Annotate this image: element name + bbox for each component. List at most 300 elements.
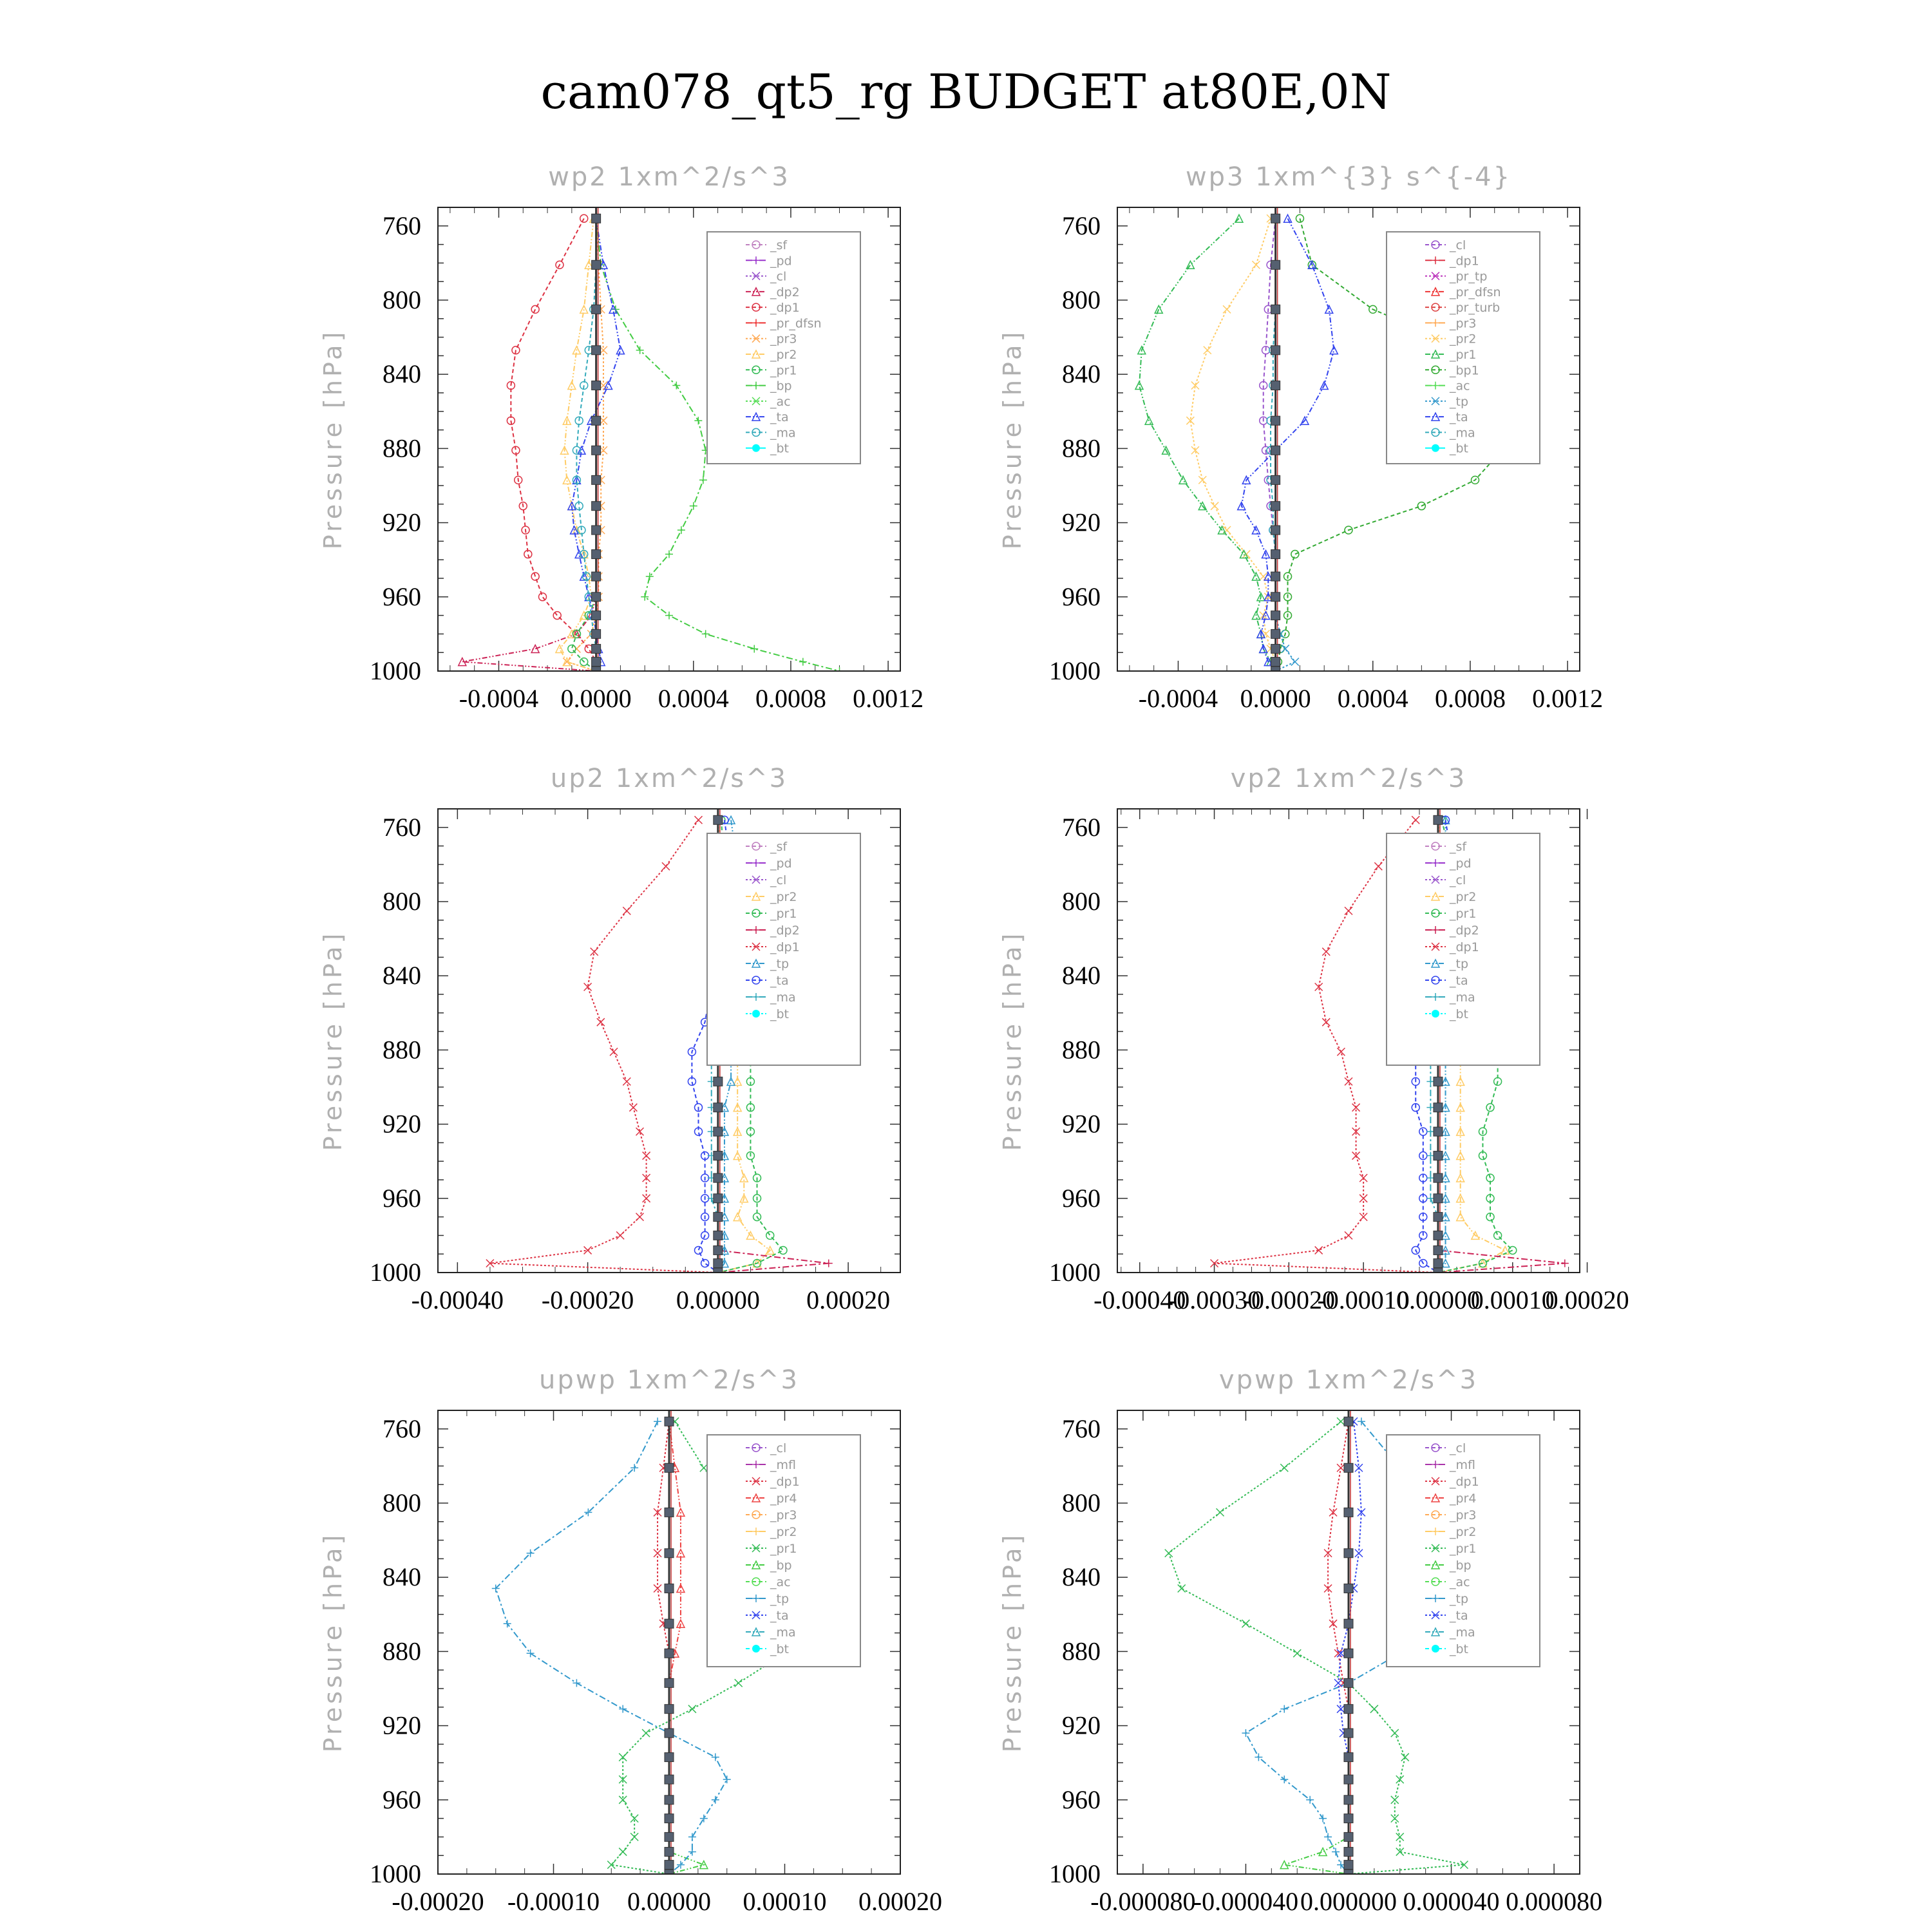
legend — [707, 232, 860, 464]
x-tick-label: 0.000080 — [1506, 1887, 1603, 1916]
data-point — [766, 1231, 774, 1239]
series-line-cl — [1264, 218, 1276, 671]
y-tick-label: 840 — [1062, 961, 1101, 990]
balance-marker — [1434, 1245, 1443, 1255]
balance-marker — [714, 815, 723, 824]
balance-marker — [714, 1259, 723, 1268]
y-tick-label: 920 — [1062, 1710, 1101, 1740]
data-point — [688, 1848, 696, 1855]
legend-label: _cl — [1450, 238, 1466, 252]
balance-marker — [592, 526, 601, 535]
balance-marker — [665, 1705, 674, 1714]
balance-marker — [1271, 526, 1280, 535]
balance-marker — [592, 611, 601, 620]
data-point — [1252, 261, 1260, 269]
data-point — [1291, 551, 1299, 558]
legend-label: _pr1 — [770, 907, 797, 921]
data-point — [701, 1260, 709, 1267]
x-tick-label: 0.00020 — [806, 1285, 891, 1314]
x-tick-label: 0.000000 — [1300, 1887, 1397, 1916]
data-point — [610, 1048, 618, 1056]
balance-marker — [665, 1753, 674, 1762]
x-tick-label: -0.0004 — [459, 684, 539, 713]
balance-marker — [1434, 1103, 1443, 1112]
y-tick-label: 1000 — [1049, 1258, 1101, 1287]
legend — [1387, 1435, 1540, 1667]
y-tick-label: 960 — [383, 582, 421, 611]
y-tick-label: 840 — [383, 1562, 421, 1592]
legend-marker — [1432, 1645, 1439, 1653]
balance-marker — [1434, 1259, 1443, 1268]
data-point — [1179, 476, 1187, 484]
data-point — [712, 1796, 719, 1804]
data-point — [636, 1213, 643, 1221]
y-tick-label: 960 — [383, 1183, 421, 1213]
balance-marker — [665, 1463, 674, 1472]
legend-label: _pr3 — [1450, 316, 1477, 331]
y-tick-label: 920 — [383, 507, 421, 537]
series-line-dp1 — [511, 218, 596, 671]
legend-label: _dp1 — [770, 1475, 800, 1489]
balance-marker — [1434, 1077, 1443, 1086]
legend-label: _ta — [770, 974, 789, 988]
balance-marker — [1271, 572, 1280, 581]
data-point — [619, 1705, 627, 1713]
data-point — [677, 526, 685, 534]
y-tick-label: 800 — [383, 285, 421, 314]
data-point — [1315, 1246, 1323, 1254]
balance-marker — [592, 214, 601, 223]
data-point — [695, 816, 703, 824]
balance-marker — [665, 1508, 674, 1517]
legend-label: _tp — [770, 1592, 790, 1606]
y-tick-label: 760 — [1062, 211, 1101, 240]
data-point — [630, 1833, 638, 1841]
balance-marker — [665, 1832, 674, 1841]
legend — [707, 833, 860, 1065]
panel-title: upwp 1xm^2/s^3 — [539, 1365, 799, 1395]
data-point — [642, 1729, 650, 1737]
balance-marker — [592, 644, 601, 653]
balance-marker — [1344, 1619, 1353, 1628]
x-tick-label: -0.00020 — [1242, 1285, 1336, 1314]
data-point — [597, 1018, 605, 1026]
series-line-dp1 — [1328, 1421, 1349, 1874]
legend-label: _pd — [770, 857, 792, 871]
legend — [1387, 232, 1540, 464]
x-tick-label: 0.0000 — [1240, 684, 1311, 713]
data-point — [700, 1815, 708, 1823]
balance-marker — [1271, 475, 1280, 484]
legend-label: _pr2 — [770, 348, 797, 362]
balance-marker — [714, 1194, 723, 1203]
balance-marker — [1344, 1463, 1353, 1472]
x-tick-label: -0.00020 — [392, 1887, 484, 1916]
legend-label: _mfl — [770, 1458, 796, 1472]
balance-marker — [1434, 1231, 1443, 1240]
balance-marker — [665, 1584, 674, 1593]
data-point — [1412, 816, 1419, 824]
balance-marker — [1344, 1508, 1353, 1517]
balance-marker — [592, 572, 601, 581]
legend-label: _ma — [1450, 426, 1475, 440]
y-tick-label: 800 — [383, 887, 421, 916]
data-point — [1337, 1417, 1345, 1425]
balance-marker — [1271, 346, 1280, 355]
balance-marker — [1344, 1678, 1353, 1687]
data-point — [799, 658, 807, 666]
balance-marker — [714, 1077, 723, 1086]
data-point — [702, 630, 710, 638]
legend-label: _pd — [770, 254, 792, 269]
balance-marker — [665, 1417, 674, 1426]
legend-label: _ac — [1450, 1575, 1470, 1589]
balance-marker — [1434, 1151, 1443, 1160]
data-point — [1401, 1754, 1409, 1761]
series-line-pr1 — [572, 218, 596, 671]
data-point — [623, 1077, 630, 1085]
data-point — [779, 1246, 787, 1254]
panel-5 — [319, 1365, 942, 1916]
series-line-ta — [1338, 1421, 1361, 1874]
y-tick-label: 800 — [1062, 285, 1101, 314]
balance-marker — [1271, 214, 1280, 223]
legend-label: _ma — [770, 1625, 796, 1640]
data-point — [1345, 1231, 1352, 1239]
series-line-bp — [1284, 1421, 1349, 1874]
balance-marker — [1344, 1584, 1353, 1593]
data-point — [1291, 658, 1299, 666]
legend-label: _cl — [1450, 1441, 1466, 1455]
legend-label: _cl — [770, 269, 787, 284]
data-point — [1345, 1077, 1352, 1085]
panel-title: up2 1xm^2/s^3 — [550, 764, 788, 793]
balance-marker — [714, 1127, 723, 1136]
data-point — [1178, 1584, 1186, 1592]
legend-label: _bp — [1450, 1558, 1472, 1573]
data-point — [538, 593, 546, 601]
x-tick-label: 0.00020 — [858, 1887, 942, 1916]
legend-label: _ta — [770, 410, 789, 425]
balance-marker — [1344, 1847, 1353, 1856]
legend-marker — [752, 444, 760, 452]
y-tick-label: 1000 — [1049, 1859, 1101, 1888]
legend-label: _ac — [1450, 379, 1470, 393]
legend-label: _pr1 — [1450, 907, 1477, 921]
data-point — [1391, 1729, 1399, 1737]
balance-marker — [1344, 1775, 1353, 1784]
data-point — [654, 1549, 661, 1557]
data-point — [1198, 476, 1206, 484]
data-point — [1396, 1833, 1404, 1841]
balance-marker — [1344, 1832, 1353, 1841]
y-tick-label: 920 — [1062, 507, 1101, 537]
y-tick-label: 800 — [1062, 1488, 1101, 1517]
figure-title: cam078_qt5_rg BUDGET at80E,0N — [540, 64, 1392, 120]
x-tick-label: 0.0004 — [658, 684, 729, 713]
data-point — [735, 1679, 743, 1687]
y-tick-label: 1000 — [1049, 656, 1101, 685]
balance-marker — [1344, 1814, 1353, 1823]
x-tick-label: -0.000080 — [1090, 1887, 1196, 1916]
legend-label: _dp2 — [1450, 923, 1479, 938]
data-point — [504, 1620, 511, 1627]
legend-label: _ac — [770, 1575, 791, 1589]
balance-marker — [714, 1103, 723, 1112]
legend-label: _pr_tp — [1450, 269, 1488, 284]
panel-1 — [319, 162, 923, 713]
balance-marker — [714, 1173, 723, 1182]
x-tick-label: 0.00000 — [676, 1285, 760, 1314]
legend-label: _cl — [1450, 873, 1466, 887]
balance-marker — [1271, 629, 1280, 638]
x-tick-label: -0.00040 — [411, 1285, 504, 1314]
data-point — [1204, 346, 1211, 354]
balance-marker — [665, 1678, 674, 1687]
legend-label: _pr1 — [770, 1542, 797, 1556]
balance-marker — [665, 1861, 674, 1870]
x-tick-label: 0.00020 — [1545, 1285, 1629, 1314]
data-point — [636, 1128, 643, 1135]
balance-marker — [1271, 381, 1280, 390]
legend-label: _dp2 — [770, 923, 800, 938]
data-point — [688, 1705, 696, 1713]
data-point — [662, 862, 670, 870]
legend-label: _cl — [770, 1441, 787, 1455]
data-point — [643, 1152, 650, 1160]
legend-label: _pr1 — [770, 363, 797, 378]
y-tick-label: 840 — [383, 961, 421, 990]
balance-marker — [1344, 1705, 1353, 1714]
legend-label: _bt — [1450, 441, 1469, 456]
balance-marker — [592, 502, 601, 511]
legend-label: _sf — [770, 238, 788, 252]
balance-marker — [592, 658, 601, 667]
legend-label: _bp — [770, 379, 792, 393]
data-point — [1494, 1231, 1502, 1239]
balance-marker — [1434, 1127, 1443, 1136]
balance-marker — [1434, 1194, 1443, 1203]
data-point — [1374, 862, 1382, 870]
legend-label: _pr1 — [1450, 348, 1477, 362]
data-point — [616, 1231, 624, 1239]
data-point — [825, 1260, 833, 1267]
y-tick-label: 1000 — [370, 1859, 421, 1888]
legend-label: _ma — [770, 990, 796, 1005]
balance-marker — [1344, 1728, 1353, 1738]
balance-marker — [592, 381, 601, 390]
series-line-tp — [496, 1421, 727, 1874]
balance-marker — [665, 1649, 674, 1658]
legend-label: _tp — [1450, 957, 1469, 971]
y-tick-label: 840 — [1062, 359, 1101, 389]
x-tick-label: 0.0004 — [1337, 684, 1408, 713]
balance-marker — [665, 1795, 674, 1804]
legend-marker — [1432, 444, 1439, 452]
y-tick-label: 800 — [383, 1488, 421, 1517]
y-tick-label: 920 — [383, 1109, 421, 1139]
data-point — [1391, 1796, 1399, 1804]
legend-label: _pr3 — [770, 1508, 797, 1522]
legend-label: _ta — [770, 1609, 789, 1623]
x-tick-label: 0.0012 — [853, 684, 924, 713]
y-tick-label: 760 — [1062, 1414, 1101, 1443]
y-tick-label: 920 — [1062, 1109, 1101, 1139]
data-point — [690, 502, 697, 510]
data-point — [1293, 1649, 1301, 1657]
legend-marker — [752, 1645, 760, 1653]
balance-marker — [592, 475, 601, 484]
data-point — [568, 645, 576, 652]
legend-label: _cl — [770, 873, 787, 887]
y-tick-label: 960 — [1062, 582, 1101, 611]
legend-label: _pr1 — [1450, 1542, 1477, 1556]
legend-label: _dp1 — [1450, 1475, 1479, 1489]
data-point — [553, 612, 561, 620]
data-point — [1334, 1679, 1342, 1687]
y-tick-label: 960 — [1062, 1785, 1101, 1814]
balance-marker — [1434, 1213, 1443, 1222]
legend-marker — [752, 1010, 760, 1018]
balance-marker — [665, 1549, 674, 1558]
data-point — [1324, 1833, 1332, 1841]
x-tick-label: 0.0008 — [1434, 684, 1506, 713]
data-point — [1280, 1705, 1288, 1713]
data-point — [1370, 1705, 1378, 1713]
legend-label: _bt — [770, 1642, 790, 1656]
data-point — [654, 1417, 661, 1425]
panel-4 — [998, 764, 1629, 1314]
legend-label: _dp2 — [770, 285, 800, 299]
legend-label: _pr3 — [1450, 1508, 1477, 1522]
legend-label: _bt — [770, 1007, 790, 1021]
x-tick-label: -0.00010 — [507, 1887, 600, 1916]
legend-label: _pr2 — [1450, 890, 1477, 904]
data-point — [619, 1848, 627, 1855]
data-point — [1165, 1549, 1173, 1557]
legend-label: _dp1 — [1450, 254, 1479, 269]
data-point — [1280, 1464, 1288, 1472]
y-tick-label: 880 — [1062, 433, 1101, 463]
panel-title: wp3 1xm^{3} s^{-4} — [1185, 162, 1512, 192]
balance-marker — [1344, 1549, 1353, 1558]
balance-marker — [665, 1814, 674, 1823]
data-point — [1332, 1848, 1340, 1855]
balance-marker — [1271, 658, 1280, 667]
x-tick-label: 0.00000 — [627, 1887, 711, 1916]
data-point — [712, 1754, 719, 1761]
balance-marker — [665, 1619, 674, 1628]
data-point — [1280, 1776, 1288, 1783]
legend-label: _ac — [770, 394, 791, 409]
legend-marker — [1432, 1010, 1439, 1018]
balance-marker — [592, 346, 601, 355]
balance-marker — [1271, 260, 1280, 269]
data-point — [695, 1246, 703, 1254]
data-point — [1561, 1260, 1569, 1267]
data-point — [723, 1776, 731, 1783]
balance-marker — [665, 1728, 674, 1738]
data-point — [1337, 1048, 1345, 1056]
legend-label: _dp1 — [770, 940, 800, 954]
balance-marker — [1271, 416, 1280, 425]
balance-marker — [1271, 446, 1280, 455]
balance-marker — [1271, 592, 1280, 601]
balance-marker — [665, 1775, 674, 1784]
data-point — [1211, 502, 1218, 510]
data-point — [1345, 907, 1352, 914]
y-tick-label: 880 — [383, 433, 421, 463]
y-tick-label: 840 — [1062, 1562, 1101, 1592]
balance-marker — [1271, 550, 1280, 559]
legend-label: _pr2 — [1450, 332, 1477, 346]
balance-marker — [714, 1245, 723, 1255]
y-axis-label: Pressure [hPa] — [998, 328, 1027, 550]
panel-title: wp2 1xm^2/s^3 — [548, 162, 790, 192]
panel-title: vp2 1xm^2/s^3 — [1230, 764, 1467, 793]
x-tick-label: -0.00030 — [1168, 1285, 1261, 1314]
data-point — [1217, 1508, 1224, 1516]
balance-marker — [1271, 502, 1280, 511]
panel-3 — [319, 764, 900, 1314]
x-tick-label: 0.00010 — [1470, 1285, 1555, 1314]
data-point — [1242, 1729, 1249, 1737]
legend-label: _pr2 — [770, 1525, 797, 1539]
y-tick-label: 760 — [383, 211, 421, 240]
balance-marker — [1344, 1417, 1353, 1426]
balance-marker — [714, 1231, 723, 1240]
balance-marker — [1434, 1173, 1443, 1182]
series-line-dp2 — [462, 218, 596, 671]
balance-marker — [1344, 1649, 1353, 1658]
balance-marker — [592, 592, 601, 601]
y-axis-label: Pressure [hPa] — [319, 1531, 347, 1753]
series-line-pr2 — [1190, 218, 1275, 671]
legend-label: _dp1 — [770, 301, 800, 316]
legend-label: _sf — [770, 840, 788, 854]
y-tick-label: 960 — [383, 1785, 421, 1814]
legend-label: _ta — [1450, 1609, 1468, 1623]
data-point — [688, 1833, 696, 1841]
y-tick-label: 800 — [1062, 887, 1101, 916]
data-point — [619, 1754, 627, 1761]
legend-label: _ta — [1450, 410, 1468, 425]
balance-marker — [592, 446, 601, 455]
balance-marker — [592, 260, 601, 269]
data-point — [699, 476, 707, 484]
legend-label: _pr_turb — [1450, 301, 1501, 316]
x-tick-label: -0.000040 — [1193, 1887, 1299, 1916]
legend-label: _dp1 — [1450, 940, 1479, 954]
balance-marker — [1271, 305, 1280, 314]
data-point — [563, 658, 571, 666]
y-axis-label: Pressure [hPa] — [319, 930, 347, 1151]
data-point — [694, 417, 702, 424]
data-point — [1242, 1620, 1249, 1627]
data-point — [1509, 1246, 1517, 1254]
legend-label: _pr_dfsn — [770, 316, 822, 331]
y-tick-label: 880 — [383, 1035, 421, 1065]
legend-label: _pr2 — [770, 890, 797, 904]
balance-marker — [714, 1151, 723, 1160]
balance-marker — [714, 1213, 723, 1222]
balance-marker — [592, 305, 601, 314]
x-tick-label: 0.00010 — [743, 1887, 827, 1916]
y-axis-label: Pressure [hPa] — [998, 1531, 1027, 1753]
balance-marker — [1271, 644, 1280, 653]
data-point — [1223, 305, 1231, 313]
data-point — [616, 346, 624, 354]
